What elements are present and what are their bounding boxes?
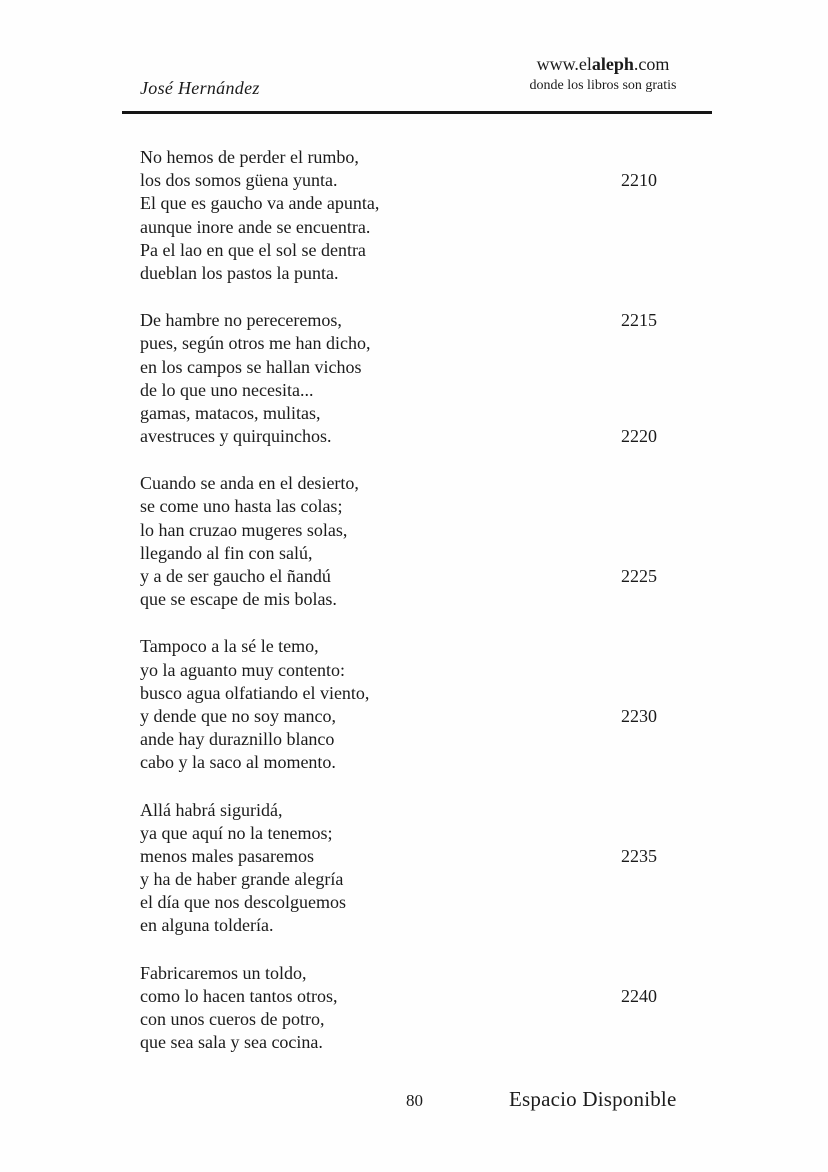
header-rule [122, 111, 712, 114]
site-url-suffix: .com [633, 54, 670, 74]
verse-line [140, 542, 657, 565]
verse-text: el día que nos descolguemos [140, 892, 346, 913]
verse-number: 2220 [621, 426, 657, 447]
verse-line [140, 495, 657, 518]
verse-text: y dende que no soy manco, [140, 705, 336, 726]
verse-text: se come uno hasta las colas; [140, 496, 343, 517]
verse-line [140, 1008, 657, 1031]
verse-line [140, 402, 657, 425]
verse-line [140, 588, 657, 611]
verse-line [140, 635, 657, 658]
verse-line [140, 799, 657, 822]
verse-line [140, 216, 657, 239]
verse-text: Allá habrá siguridá, [140, 799, 283, 820]
poem [140, 146, 657, 1078]
page-number: 80 [406, 1091, 423, 1110]
verse-line [140, 1031, 657, 1054]
verse-text: los dos somos güena yunta. [140, 170, 338, 191]
verse-text: y a de ser gaucho el ñandú [140, 566, 331, 586]
verse-number: 2225 [621, 566, 657, 586]
verse-text: que se escape de mis bolas. [140, 589, 337, 610]
verse-line [140, 519, 657, 542]
footer-note: Espacio Disponible [509, 1087, 677, 1111]
stanza [140, 799, 657, 938]
verse-line [140, 146, 657, 169]
verse-number: 2240 [621, 985, 657, 1006]
stanza [140, 309, 657, 448]
verse-line [140, 728, 657, 751]
verse-number: 2215 [621, 310, 657, 331]
verse-line [140, 262, 657, 285]
verse-line [140, 705, 657, 728]
verse-text: lo han cruzao mugeres solas, [140, 519, 348, 540]
verse-text: No hemos de perder el rumbo, [140, 147, 359, 167]
verse-line [140, 356, 657, 379]
verse-line [140, 751, 657, 774]
verse-text: llegando al fin con salú, [140, 542, 313, 563]
verse-text: y ha de haber grande alegría [140, 869, 344, 890]
verse-line [140, 192, 657, 215]
verse-text: Fabricaremos un toldo, [140, 962, 307, 983]
verse-line [140, 659, 657, 682]
site-logo [508, 54, 698, 75]
verse-line [140, 682, 657, 705]
verse-text: en los campos se hallan vichos [140, 356, 362, 377]
verse-text: busco agua olfatiando el viento, [140, 682, 370, 703]
verse-text: aunque inore ande se encuentra. [140, 216, 371, 237]
verse-line [140, 379, 657, 402]
verse-text: Cuando se anda en el desierto, [140, 473, 359, 494]
verse-text: dueblan los pastos la punta. [140, 262, 339, 283]
header-author: José Hernández [140, 78, 260, 98]
verse-line [140, 914, 657, 937]
verse-text: como lo hacen tantos otros, [140, 985, 338, 1006]
verse-text: que sea sala y sea cocina. [140, 1032, 323, 1053]
stanza [140, 635, 657, 774]
verse-text: Tampoco a la sé le temo, [140, 636, 319, 657]
verse-line [140, 985, 657, 1008]
verse-text: en alguna toldería. [140, 915, 274, 936]
verse-text: pues, según otros me han dicho, [140, 333, 371, 354]
verse-line [140, 845, 657, 868]
verse-text: De hambre no pereceremos, [140, 310, 342, 331]
site-url-bold: aleph [591, 54, 634, 74]
header-site-block [508, 54, 698, 94]
verse-line [140, 868, 657, 891]
verse-line [140, 425, 657, 448]
stanza [140, 472, 657, 611]
verse-text: avestruces y quirquinchos. [140, 426, 332, 447]
verse-line [140, 332, 657, 355]
verse-line [140, 169, 657, 192]
site-url-prefix: www.el [536, 54, 592, 74]
stanza [140, 146, 657, 285]
verse-text: gamas, matacos, mulitas, [140, 402, 321, 423]
stanza [140, 962, 657, 1055]
verse-text: yo la aguanto muy contento: [140, 659, 345, 680]
verse-line [140, 472, 657, 495]
verse-text: ya que aquí no la tenemos; [140, 822, 333, 843]
verse-text: cabo y la saco al momento. [140, 752, 336, 773]
verse-line [140, 962, 657, 985]
verse-text: Pa el lao en que el sol se dentra [140, 239, 366, 260]
verse-text: de lo que uno necesita... [140, 379, 314, 400]
verse-line [140, 239, 657, 262]
verse-text: El que es gaucho va ande apunta, [140, 193, 380, 214]
verse-number: 2235 [621, 845, 657, 866]
verse-line [140, 565, 657, 588]
site-tagline: donde los libros son gratis [529, 77, 677, 93]
verse-line [140, 822, 657, 845]
verse-text: con unos cueros de potro, [140, 1009, 325, 1029]
verse-number: 2230 [621, 705, 657, 726]
verse-line [140, 891, 657, 914]
verse-number: 2210 [621, 170, 657, 191]
verse-text: menos males pasaremos [140, 845, 314, 866]
verse-text: ande hay duraznillo blanco [140, 729, 335, 750]
verse-line [140, 309, 657, 332]
